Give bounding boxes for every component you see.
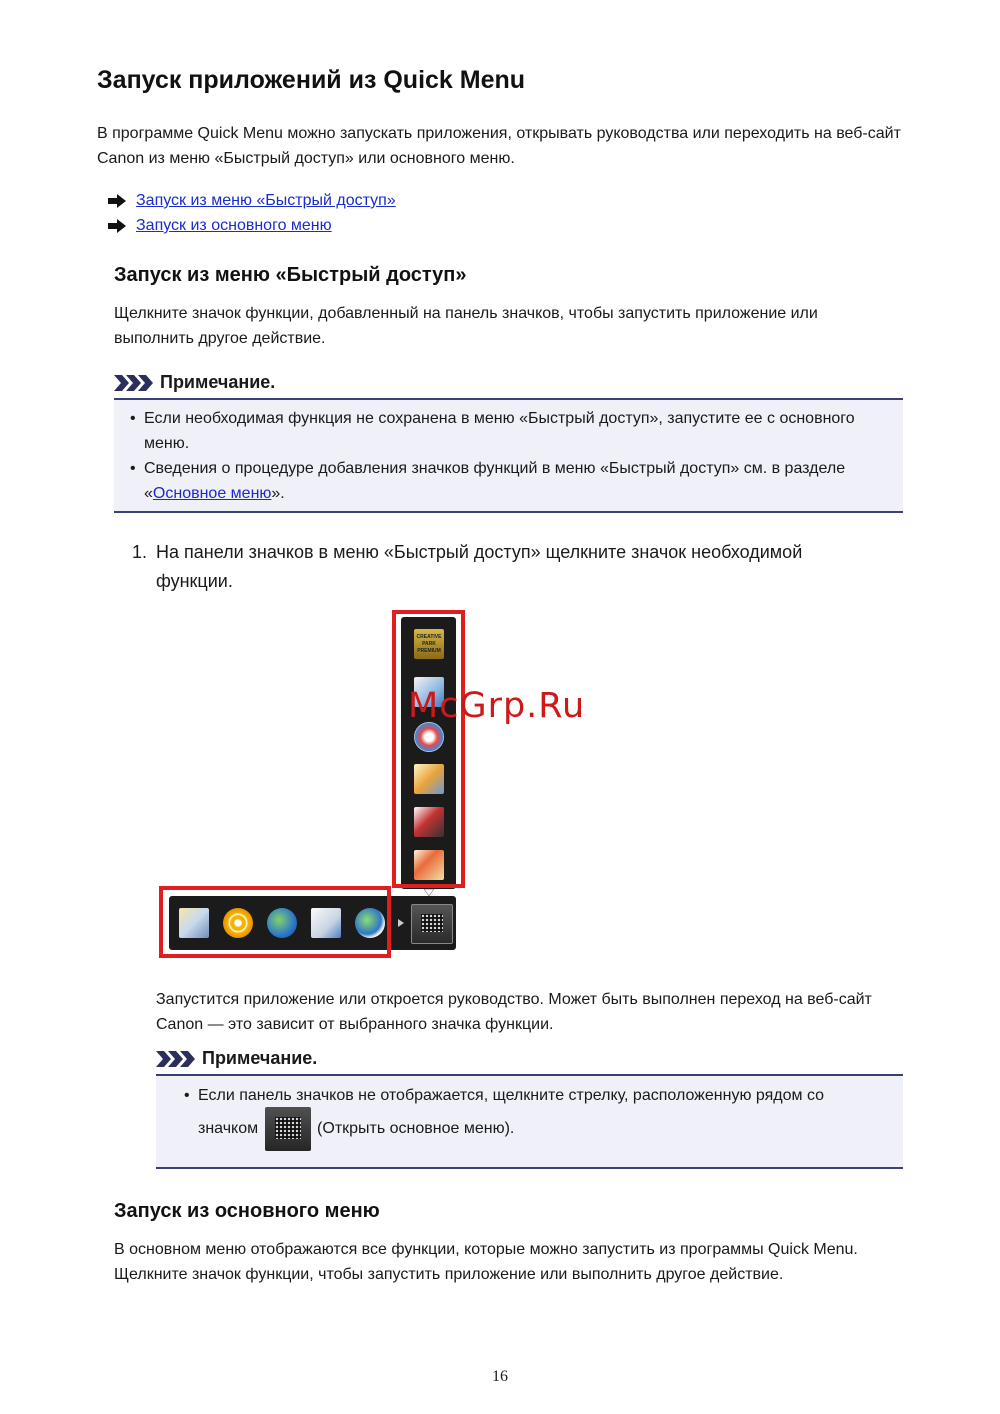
note-bullet-2: • Сведения о процедуре добавления значков функций в меню «Быстрый доступ» см. в разделе «Основное меню». (130, 460, 846, 502)
note2-line1: Если панель значков не отображается, щелкните стрелку, расположенную рядом со (198, 1087, 825, 1104)
section-main-menu-text: В основном меню отображаются все функции, которые можно запустить из программы Quick Menu. Щелкните значок функции, чтобы запустить приложение или выполнить другое действие. (114, 1241, 858, 1283)
note-bullet-1-text: Если необходимая функция не сохранена в меню «Быстрый доступ», запустите ее с основного меню. (144, 410, 855, 452)
note2-line2 (198, 1106, 888, 1152)
result-paragraph: Запустится приложение или откроется руководство. Может быть выполнен переход на веб-сайт Canon — это зависит от выбранного значка функции. (156, 991, 872, 1033)
note-bullet-1: • Если необходимая функция не сохранена в меню «Быстрый доступ», запустите ее с основного меню. (130, 410, 855, 452)
link-main-menu[interactable] (108, 215, 332, 237)
note-chevrons-icon (114, 375, 154, 391)
highlight-vertical-bar (392, 610, 465, 888)
note2-bullet: • Если панель значков не отображается, щелкните стрелку, расположенную рядом со (184, 1087, 825, 1104)
section-heading-main-menu: Запуск из основного меню (114, 1200, 380, 1222)
open-main-menu-button[interactable] (411, 904, 453, 944)
note-box (114, 398, 903, 513)
note2-box (156, 1074, 903, 1169)
open-main-menu-icon (265, 1107, 311, 1151)
creative-park-premium-icon[interactable]: CREATIVE PARK PREMIUM (414, 629, 444, 659)
section-quick-access-text: Щелкните значок функции, добавленный на панель значков, чтобы запустить приложение или выполнить другое действие. (114, 305, 818, 347)
note-heading-label: Примечание. (160, 372, 276, 392)
link-quick-access-label[interactable]: Запуск из меню «Быстрый доступ» (136, 192, 396, 209)
note2-line2-before: значком (198, 1120, 259, 1137)
note-bullet-2-text-after: ». (271, 485, 285, 502)
expand-right-arrow-icon[interactable] (398, 919, 404, 927)
note-bullet-2-text-before: Сведения о процедуре добавления значков функций в меню «Быстрый доступ» см. в разделе « (144, 460, 846, 502)
section-heading-quick-access: Запуск из меню «Быстрый доступ» (114, 264, 467, 286)
arrow-right-icon (108, 219, 126, 233)
intro-paragraph: В программе Quick Menu можно запускать приложения, открывать руководства или переходить на веб-сайт Canon из меню «Быстрый доступ» или основного меню. (97, 125, 901, 167)
link-quick-access[interactable] (108, 190, 396, 212)
step-number: 1. (132, 542, 148, 562)
watermark: McGrp.Ru (408, 686, 586, 726)
note2-heading-label: Примечание. (202, 1048, 318, 1068)
link-main-menu-section[interactable]: Основное меню (152, 485, 272, 502)
step-text: На панели значков в меню «Быстрый доступ» щелкните значок необходимой функции. (156, 542, 803, 591)
page-number: 16 (492, 1368, 508, 1385)
link-main-menu-label[interactable]: Запуск из основного меню (136, 217, 332, 234)
note-chevrons-icon (156, 1051, 196, 1067)
note-heading (114, 372, 275, 393)
page-title: Запуск приложений из Quick Menu (97, 66, 526, 94)
grid-icon (421, 914, 443, 932)
arrow-right-icon (108, 194, 126, 208)
highlight-horizontal-bar (159, 886, 391, 958)
note2-line2-after: (Открыть основное меню). (317, 1120, 515, 1137)
note2-heading (156, 1048, 317, 1069)
